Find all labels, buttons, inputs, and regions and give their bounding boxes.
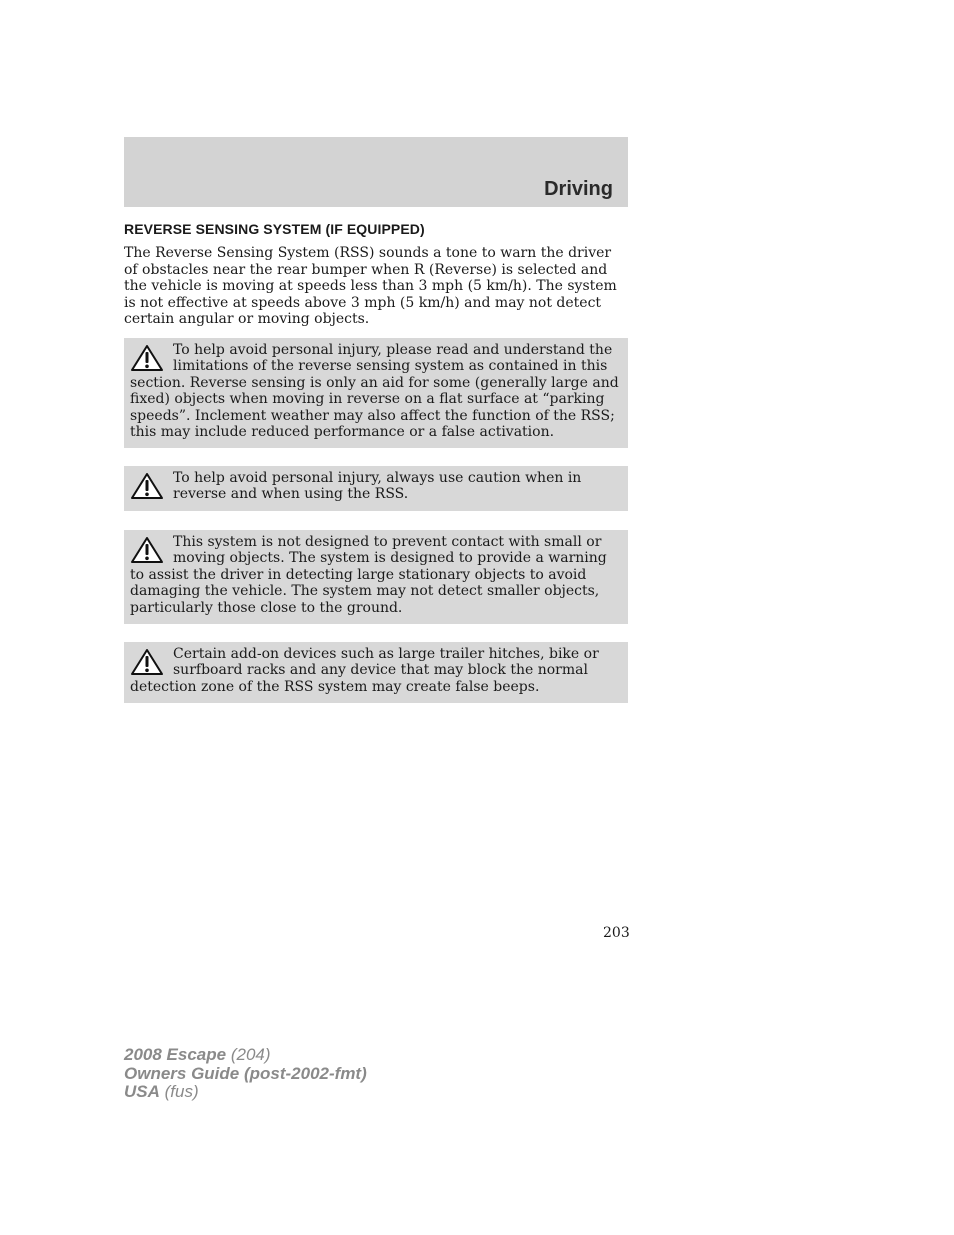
chapter-title: Driving	[544, 178, 613, 200]
warning-text-2: To help avoid personal injury, always use caution when in reverse and when using the RSS.	[173, 470, 582, 503]
footer-model: 2008 Escape	[124, 1045, 227, 1064]
footer-line-2	[124, 1065, 367, 1084]
warning-box-1	[124, 338, 628, 448]
footer-line-3	[124, 1083, 367, 1102]
document-footer	[124, 1046, 367, 1102]
footer-model-code: (204)	[230, 1045, 271, 1064]
footer-guide: Owners Guide (post-2002-fmt)	[124, 1063, 367, 1083]
warning-triangle-icon	[130, 648, 164, 676]
warning-text-4: Certain add-on devices such as large trailer hitches, bike or surfboard racks and any device that may block the normal detection zone of the RSS system may create false beeps.	[130, 646, 599, 695]
footer-market: USA	[124, 1082, 160, 1101]
warning-triangle-icon	[130, 472, 164, 500]
warning-box-2	[124, 466, 628, 511]
footer-line-1	[124, 1046, 367, 1065]
page-number: 203	[603, 925, 630, 941]
warning-box-3	[124, 530, 628, 624]
chapter-header-band	[124, 137, 628, 207]
warning-text-1: To help avoid personal injury, please read and understand the limitations of the reverse sensing system as contained in this section. Reverse sensing is only an aid for some (generally large and fixed) objects when moving in reverse on a flat surface at “parking speeds”. Inclement weather may also affect the function of the RSS; this may include reduced performance or a false activation.	[130, 342, 619, 441]
intro-paragraph: The Reverse Sensing System (RSS) sounds a tone to warn the driver of obstacles near the rear bumper when R (Reverse) is selected and the vehicle is moving at speeds less than 3 mph (5 km/h). The system is not effective at speeds above 3 mph (5 km/h) and may not detect certain angular or moving objects.	[124, 245, 617, 327]
warning-box-4	[124, 642, 628, 703]
warning-triangle-icon	[130, 536, 164, 564]
section-heading: REVERSE SENSING SYSTEM (IF EQUIPPED)	[124, 221, 425, 237]
warning-triangle-icon	[130, 344, 164, 372]
footer-market-code: (fus)	[164, 1082, 199, 1101]
warning-text-3: This system is not designed to prevent contact with small or moving objects. The system is designed to provide a warning to assist the driver in detecting large stationary objects to avoid damaging the vehicle. The system may not detect smaller objects, particularly those close to the ground.	[130, 534, 607, 616]
